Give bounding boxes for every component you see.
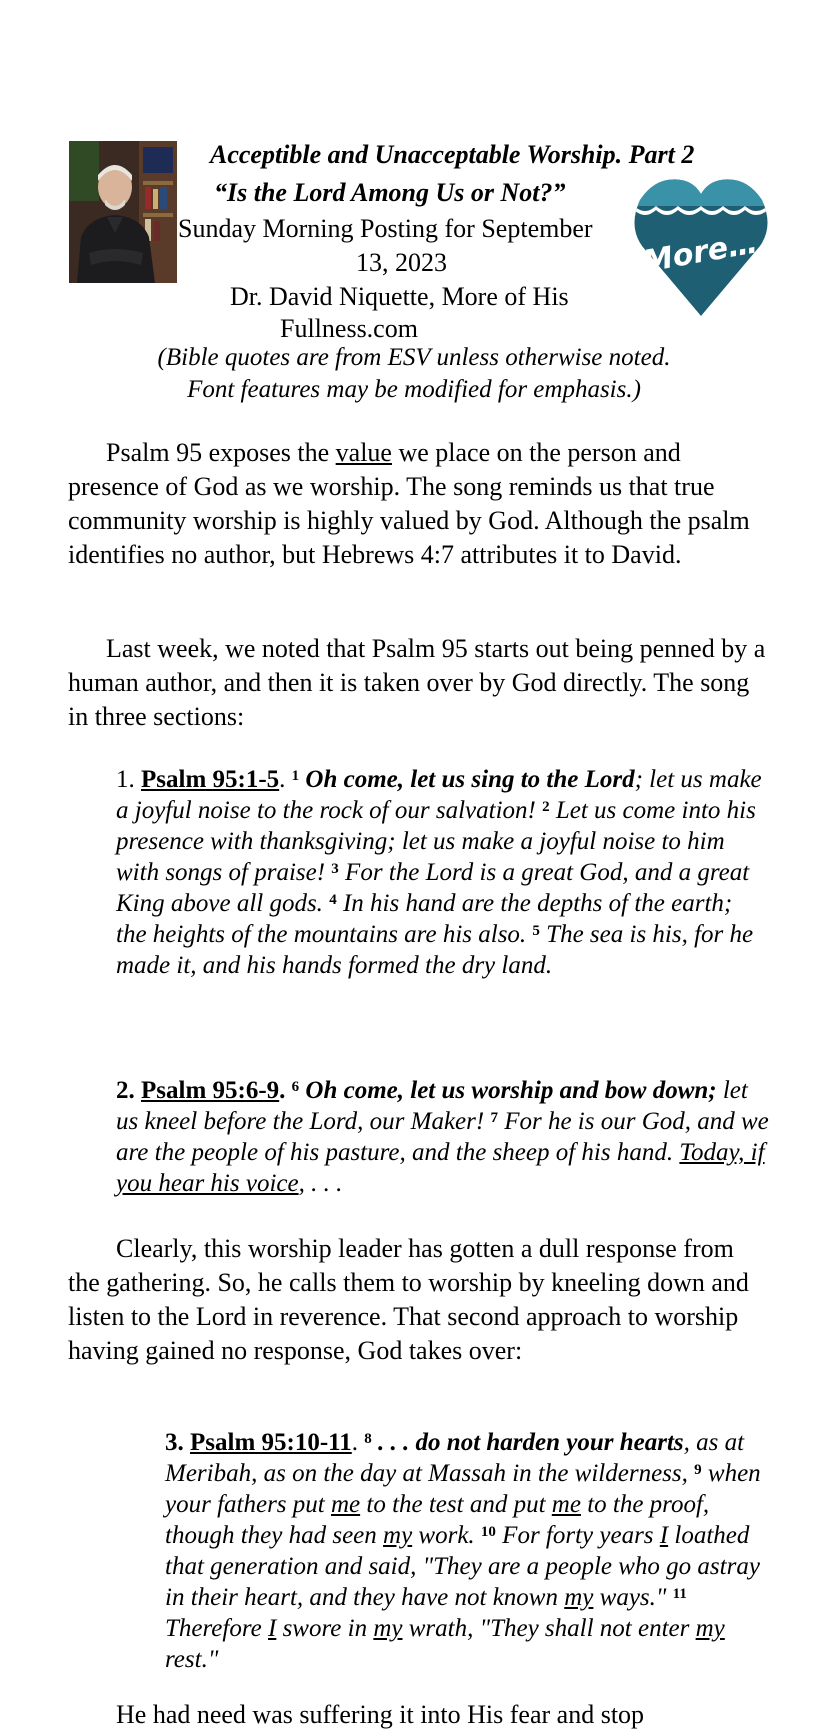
author-photo (69, 141, 177, 283)
item3-underlined-word: me (551, 1491, 581, 1518)
item2-underlined-text: Today, if you hear his voice (116, 1139, 765, 1197)
cut-off-text: He had need was suffering it into His fear and stop (116, 1700, 645, 1729)
verse-number: 4 (329, 892, 337, 908)
item1-bold-text: Oh come, let us sing to the Lord (305, 766, 635, 793)
verse-number: 3 (331, 861, 339, 877)
item3-reference: Psalm 95:10-11 (190, 1429, 352, 1456)
paragraph-sections (68, 632, 768, 734)
paragraph-intro (68, 436, 768, 572)
item3-number: 3. (165, 1429, 184, 1456)
para3-text: Clearly, this worship leader has gotten a dull response from the gathering. So, he calls them to worship by kneeling down and listen to the Lord in reverence. That second approach to worship having gained no response, God takes over: (68, 1234, 749, 1365)
item2-bold-text: Oh come, let us worship and bow down; (305, 1077, 717, 1104)
item2-reference: Psalm 95:6-9 (141, 1077, 280, 1104)
item1-text-4: In his hand are the depths of the earth; the heights of the mountains are his also. (116, 890, 733, 948)
verse-number: 5 (532, 923, 540, 939)
item1-text-3: For the Lord is a great God, and a great King above all gods. (116, 859, 750, 917)
page-subtitle: “Is the Lord Among Us or Not?” (214, 178, 566, 207)
item3-bold-text: . . . do not harden your hearts (378, 1429, 684, 1456)
item3-text: rest." (165, 1646, 219, 1673)
item1-text-2: Let us come into his presence with thanksgiving; let us make a joyful noise to him with songs of praise! (116, 797, 756, 886)
posting-line-2: 13, 2023 (356, 248, 447, 277)
author-line-2: Fullness.com (280, 314, 418, 343)
item3-text: Therefore (165, 1615, 268, 1642)
item3-underlined-word: I (268, 1615, 277, 1642)
item3-underlined-word: my (695, 1615, 725, 1642)
verse-number: 9 (694, 1462, 702, 1478)
item3-text: loathed that generation and said, "They are a people who go astray in their heart, and they have not known (165, 1522, 760, 1611)
item3-text: to the proof, though they had seen (165, 1491, 710, 1549)
list-item-1: 1. Psalm 95:1-5. $^1$ Oh come, let us sing to the Lord; let us make a joyful noise to the rock of our salvation! $^2$ Let us come into his presence with thanksgiving; let us make a joyful noise to him with songs of praise! $^3$ For the Lord is a great God, and a great King above all gods. $^4$ In his hand are the depths of the earth; the heights of the mountains are his also. $^5$ The sea is his, for he made it, and his hands formed the dry land. (116, 766, 762, 979)
paragraph-dull-response (68, 1232, 768, 1368)
note-line-1: (Bible quotes are from ESV unless otherwise noted. (157, 344, 671, 371)
list-item-3: 3. Psalm 95:10-11. $^8$ . . . do not harden your hearts, as at Meribah, as on the day at Massah in the wilderness, $^9$ when your fathers put me to the test and put me to the proof, though they had seen my work. $^{10}$ For forty years I loathed that generation and said, "They are a people who go astray in their heart, and they have not known my ways." $^{11}$ Therefore I swore in my wrath, "They shall not enter my rest." (165, 1429, 761, 1673)
item3-underlined-word: my (373, 1615, 403, 1642)
para1-text-c: we place on the person and presence of God as we worship. The song reminds us that true community worship is highly valued by God. Although the psalm identifies no author, but Hebrews 4:7 attributes it to David. (68, 438, 750, 569)
posting-line-1: Sunday Morning Posting for September (178, 214, 593, 243)
note-line-2: Font features may be modified for emphasis.) (187, 376, 641, 403)
item2-number: 2. (116, 1077, 135, 1104)
item3-text: when your fathers put (165, 1460, 761, 1518)
item1-number: 1. (116, 766, 135, 793)
item3-text: ways." (593, 1584, 667, 1611)
page-title: Acceptible and Unacceptable Worship. Part 2 (210, 140, 695, 169)
verse-number: 6 (291, 1079, 300, 1095)
item3-underlined-word: I (659, 1522, 669, 1549)
item1-text-1: ; let us make a joyful noise to the rock of our salvation! (116, 766, 762, 824)
item3-text: work. (412, 1522, 475, 1549)
item2-ellipsis: , . . . (298, 1170, 343, 1197)
verse-number: 2 (542, 799, 550, 815)
more-logo[interactable] (634, 176, 768, 318)
item1-reference: Psalm 95:1-5 (141, 766, 280, 793)
verse-number: 1 (291, 768, 300, 784)
item1-text-5: The sea is his, for he made it, and his hands formed the dry land. (116, 921, 754, 979)
item3-text: wrath, "They shall not enter (402, 1615, 696, 1642)
item2-text-2: For he is our God, and we are the people of his pasture, and the sheep of his hand. (116, 1108, 769, 1166)
item2-text-1: let us kneel before the Lord, our Maker! (116, 1077, 748, 1135)
verse-number: 10 (480, 1524, 496, 1540)
item3-underlined-word: me (330, 1491, 361, 1518)
para1-underlined-value: value (335, 438, 392, 467)
para2-text: Last week, we noted that Psalm 95 starts out being penned by a human author, and then it is taken over by God directly. The song in three sections: (68, 634, 766, 731)
item3-underlined-word: my (383, 1522, 413, 1549)
list-item-2: 2. Psalm 95:6-9. $^6$ Oh come, let us worship and bow down; let us kneel before the Lord, our Maker! $^7$ For he is our God, and we are the people of his pasture, and the sheep of his hand. Today, if you hear his voice, . . . (116, 1077, 769, 1197)
item3-text: For forty years (502, 1522, 660, 1549)
verse-number: 7 (490, 1110, 498, 1126)
verse-number: 8 (364, 1431, 372, 1447)
verse-number: 11 (672, 1586, 687, 1602)
author-line-1: Dr. David Niquette, More of His (230, 282, 569, 311)
item3-text: to the test and put (360, 1491, 552, 1518)
item3-text-1: , as at Meribah, as on the day at Massah in the wilderness, (165, 1429, 745, 1487)
item3-underlined-word: my (564, 1584, 594, 1611)
item3-text: swore in (276, 1615, 374, 1642)
para1-text-a: Psalm 95 exposes the (106, 438, 336, 467)
logo-text: More… (640, 225, 761, 280)
